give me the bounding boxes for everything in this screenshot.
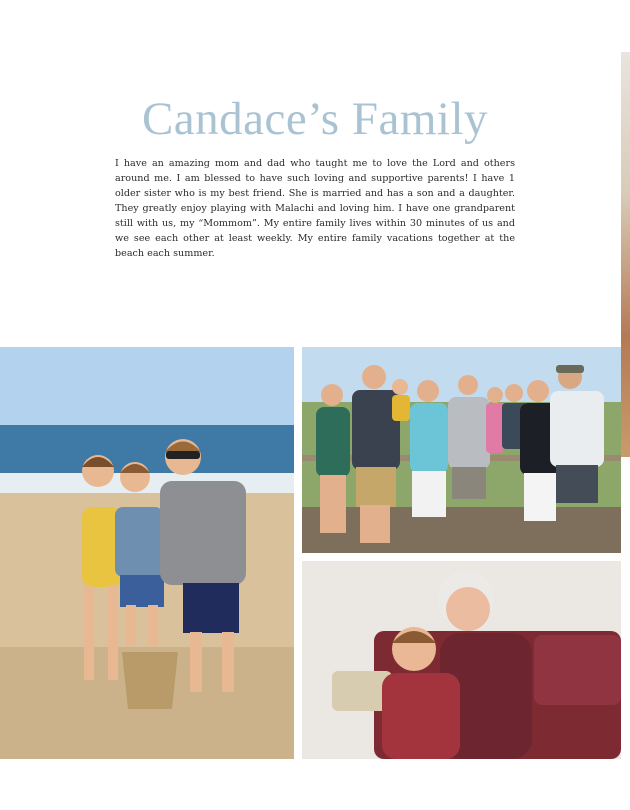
page-title: Candace’s Family [141,93,489,145]
family-description: I have an amazing mom and dad who taught me to love the Lord and others around me. I am blessed to have such loving and supportive parents! I have 1 older sister who is my best friend. She is married and has a son and a daughter. They greatly enjoy playing with Malachi and loving him. I have one grandparent still with us, my “Mommom”. My entire family lives within 30 minutes of us and we see each other at least weekly. My entire family vacations together at the beach each summer. [115,158,515,259]
adjacent-page-edge [621,52,630,457]
beach-children-photo [0,347,294,759]
grandmother-child-photo [302,561,621,759]
family-group-photo [302,347,621,553]
